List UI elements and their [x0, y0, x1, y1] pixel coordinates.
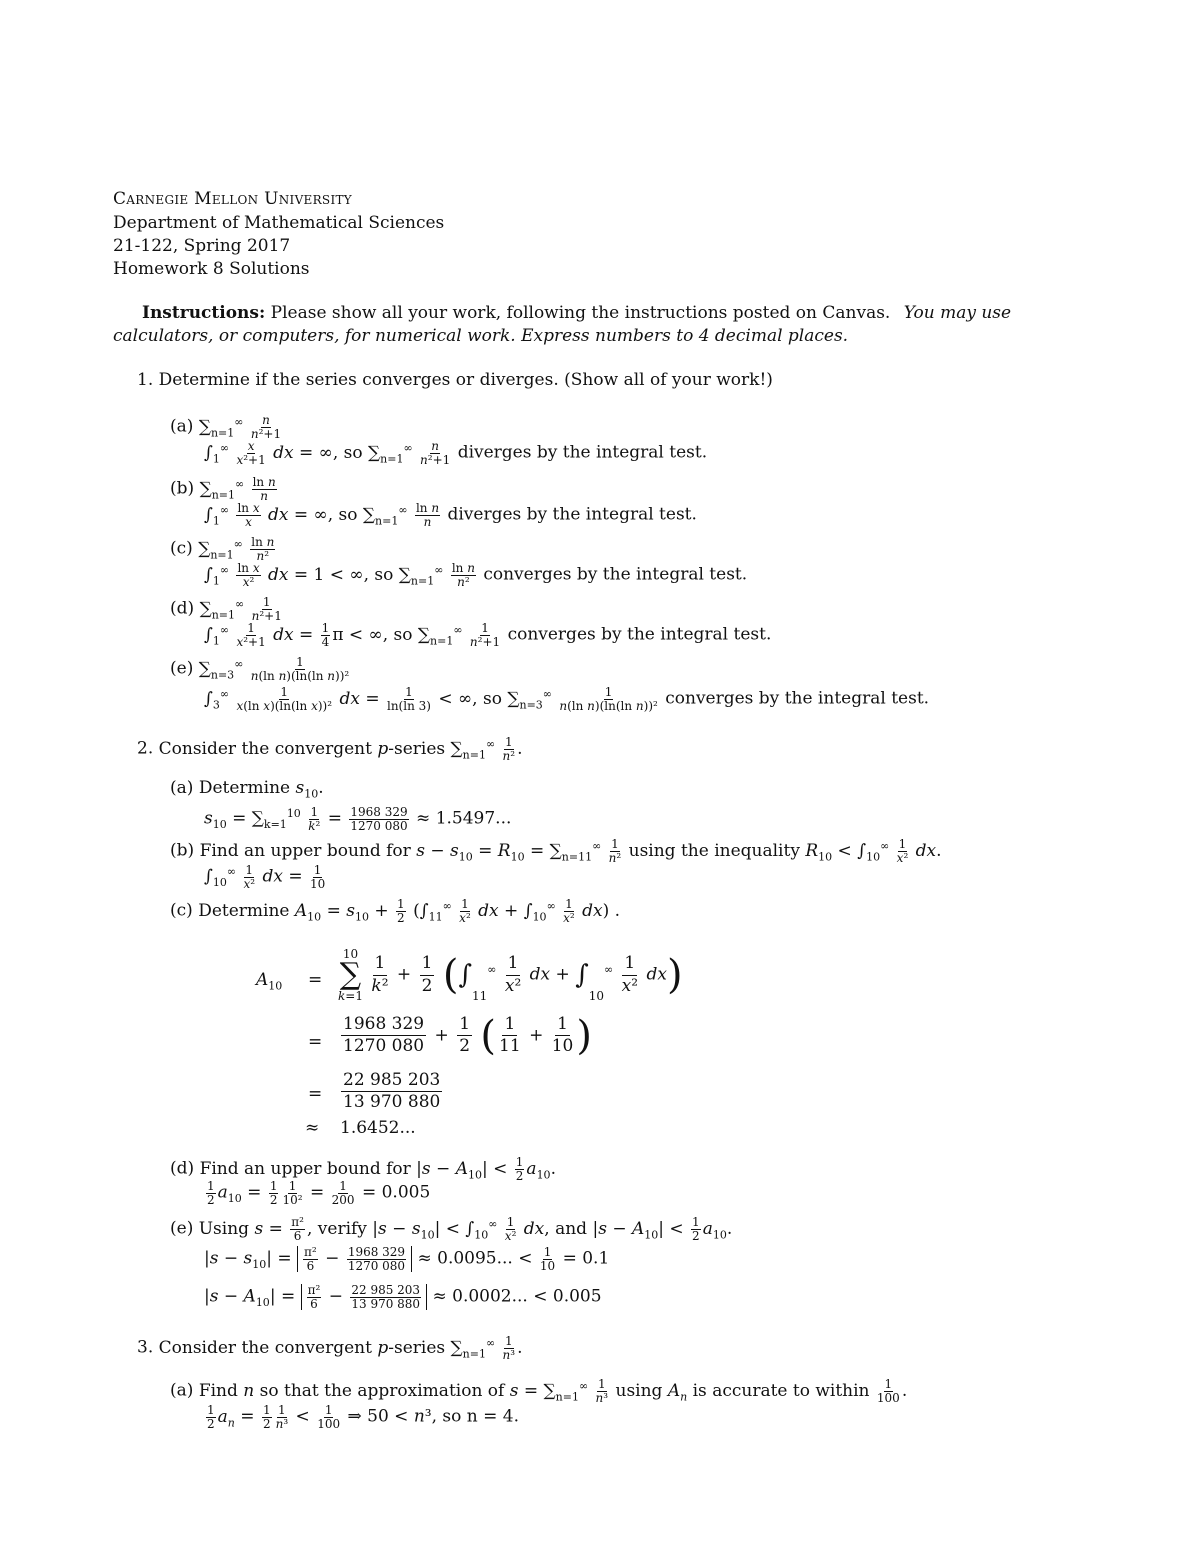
- instructions-label: Instructions:: [142, 303, 266, 323]
- instructions-line-1: [142, 305, 1011, 322]
- display-line-2: $\frac{1968 329}{1270 080}$ + $\frac{1}{2}$ ( $\frac{1}{11}$ + $\frac{1}{10}$ ): [343, 1012, 592, 1059]
- display-lhs: $A_{10}$: [256, 970, 283, 993]
- display-eq-2: =: [308, 1032, 323, 1052]
- s10-value: ≈ 1.5497...: [416, 808, 512, 829]
- problem-1b-solution: $\int_1^\infty$ $\frac{\text{ln x}}{x}$ dx = ∞, so $\sum_{n=1}^\infty$ $\frac{\text{ln n}}{n}$ diverges by the integral test.: [204, 501, 697, 529]
- display-line-3: $\frac{22 985 203}{13 970 880}$: [343, 1070, 441, 1113]
- problem-3a: (a) Find n so that the approximation of $s = \sum_{n=1}^\infty$ $\frac{1}{\text{n³}}$ using $A_n$ is accurate to within $\frac{1}{100}$ .: [170, 1377, 908, 1405]
- problem-1b: [170, 476, 279, 502]
- problem-2d-label: (d): [170, 1158, 195, 1179]
- problem-3-number: 3.: [137, 1337, 154, 1358]
- display-approx: ≈: [305, 1118, 320, 1138]
- problem-2e: (e) Using s = $\frac{\text{π²}}{6}$ , verify $|s - s_{10}| < \int_{10}^\infty$ $\frac{1}{\text{x²}}$ dx, and $|s - A_{10}|$ < $\frac{1}{2}$ $a_{10}$.: [170, 1215, 733, 1243]
- instructions-italic-1: You may use: [903, 303, 1012, 323]
- problem-2d: (d) Find an upper bound for $|s - A_{10}|$ < $\frac{1}{2}$ $a_{10}$.: [170, 1155, 556, 1183]
- display-eq-1: =: [308, 970, 323, 990]
- problem-2e-label: (e): [170, 1218, 194, 1239]
- problem-1a: [170, 414, 283, 440]
- problem-1a-result: diverges by the integral test.: [457, 442, 708, 463]
- display-eq-3: =: [308, 1084, 323, 1104]
- problem-2e-solution-1: $|s - s_{10}|$ = $\frac{\text{π²}}{6}$ − $\frac{1968 329}{1270 080}$ ≈ 0.0095... < $\frac{1}{10}$ = 0.1: [204, 1245, 610, 1273]
- problem-1-text: Determine if the series converges or diverges. (Show all of your work!): [158, 370, 773, 390]
- problem-1c-series: $\sum_{n=1}^\infty$ $\frac{\text{ln n}}{\text{n²}}$: [198, 535, 275, 563]
- problem-1e-label: (e): [170, 658, 194, 679]
- problem-2-prompt: 2. Consider the convergent p-series $\sum_{n=1}^\infty$ $\frac{1}{\text{n²}}$ .: [137, 735, 523, 763]
- problem-1d-series: $\sum_{n=1}^\infty$ $\frac{1}{\text{n²+1}}$: [199, 595, 282, 623]
- problem-2a: (a) Determine $s_{10}$.: [170, 778, 324, 801]
- display-line-4: 1.6452...: [340, 1118, 416, 1138]
- problem-2d-solution: $\frac{1}{2}$ $a_{10}$ = $\frac{1}{2}$ $\frac{1}{\text{10²}}$ = $\frac{1}{200}$ = 0.005: [207, 1179, 431, 1207]
- problem-3a-solution: $\frac{1}{2}$ $a_n$ = $\frac{1}{2}$ $\frac{1}{\text{n³}}$ < $\frac{1}{100}$ ⇒ 50 < n³, so n = 4.: [207, 1403, 520, 1431]
- document-title: Homework 8 Solutions: [113, 259, 310, 279]
- problem-1d-label: (d): [170, 598, 195, 619]
- problem-2b-solution: $\int_{10}^\infty$ $\frac{1}{\text{x²}}$ dx = $\frac{1}{10}$: [204, 863, 326, 891]
- problem-1c-solution: $\int_1^\infty$ $\frac{\text{ln x}}{\text{x²}}$ dx = 1 < ∞, so $\sum_{n=1}^\infty$ $\frac{\text{ln n}}{\text{n²}}$ converges by the integral test.: [204, 561, 748, 589]
- problem-2e-solution-2: $|s - A_{10}|$ = $\frac{\text{π²}}{6}$ − $\frac{22 985 203}{13 970 880}$ ≈ 0.0002... < 0.005: [204, 1283, 602, 1311]
- problem-1a-series: $\sum_{n=1}^\infty$ $\frac{n}{\text{n²+1}}$: [198, 413, 282, 441]
- problem-3a-label: (a): [170, 1380, 194, 1401]
- problem-1d-solution: $\int_1^\infty$ $\frac{1}{\text{x²+1}}$ dx = $\frac{1}{4}$ π < ∞, so $\sum_{n=1}^\infty$ $\frac{1}{\text{n²+1}}$ converges by the integral test.: [204, 621, 772, 649]
- problem-1d: [170, 596, 284, 622]
- problem-2b-label: (b): [170, 840, 195, 861]
- university-name: Carnegie Mellon University: [113, 189, 353, 209]
- problem-1a-label: (a): [170, 416, 194, 437]
- instructions-italic-2: calculators, or computers, for numerical work. Express numbers to 4 decimal places.: [113, 326, 849, 346]
- problem-1b-series: $\sum_{n=1}^\infty$ $\frac{\text{ln n}}{n}$: [199, 475, 276, 503]
- course-term: 21-122, Spring 2017: [113, 236, 291, 256]
- problem-2b: (b) Find an upper bound for $s - s_{10} = R_{10} = \sum_{n=11}^\infty$ $\frac{1}{\text{n²}}$ using the inequality $R_{10} < \int_{10}^\infty$ $\frac{1}{\text{x²}}$ dx.: [170, 837, 942, 865]
- problem-2c-label: (c): [170, 900, 193, 921]
- problem-1-number: 1.: [137, 370, 154, 390]
- problem-1e-result: converges by the integral test.: [665, 688, 930, 709]
- problem-1d-result: converges by the integral test.: [507, 624, 772, 645]
- department-name: Department of Mathematical Sciences: [113, 213, 445, 233]
- instructions-text: Please show all your work, following the instructions posted on Canvas.: [270, 303, 891, 323]
- problem-1e-series: $\sum_{n=3}^\infty$ $\frac{1}{\text{n(ln n)(ln(ln n))²}}$: [198, 655, 350, 683]
- problem-1b-result: diverges by the integral test.: [447, 504, 697, 525]
- problem-2c: (c) Determine $A_{10} = s_{10}$ + $\frac{1}{2}$ ($\int_{11}^\infty$ $\frac{1}{\text{x²}}$ dx + $\int_{10}^\infty$ $\frac{1}{\text{x²}}$ dx) .: [170, 897, 621, 925]
- problem-1a-solution: $\int_1^\infty$ $\frac{x}{\text{x²+1}}$ dx = ∞, so $\sum_{n=1}^\infty$ $\frac{n}{\text{n²+1}}$ diverges by the integral test.: [204, 439, 708, 467]
- problem-2a-label: (a): [170, 778, 194, 798]
- problem-2-number: 2.: [137, 738, 154, 759]
- problem-1c: [170, 536, 277, 562]
- problem-1b-label: (b): [170, 478, 195, 499]
- problem-1-prompt: [137, 372, 773, 389]
- problem-1e-solution: $\int_3^\infty$ $\frac{1}{\text{x(ln x)(ln(ln x))²}}$ dx = $\frac{1}{\ln(\ln 3)}$ < ∞, so $\sum_{n=3}^\infty$ $\frac{1}{\text{n(ln n)(ln(ln n))²}}$ converges by the integral test.: [204, 685, 930, 713]
- display-line-1: 10 ∑ k=1 $\frac{1}{\text{k²}}$ + $\frac{1}{2}$ (∫11∞ $\frac{1}{\text{x²}}$ dx + ∫10∞ $\frac{1}{\text{x²}}$ dx): [338, 947, 683, 1003]
- problem-2a-solution: $s_{10} = \sum_{k=1}^{10}$ $\frac{1}{\text{k²}}$ = $\frac{1968 329}{1270 080}$ ≈ 1.5497...: [204, 805, 512, 833]
- problem-1e: [170, 656, 351, 682]
- problem-3-prompt: 3. Consider the convergent p-series $\sum_{n=1}^\infty$ $\frac{1}{\text{n³}}$ .: [137, 1334, 523, 1362]
- problem-1c-result: converges by the integral test.: [483, 564, 748, 585]
- problem-1c-label: (c): [170, 538, 193, 559]
